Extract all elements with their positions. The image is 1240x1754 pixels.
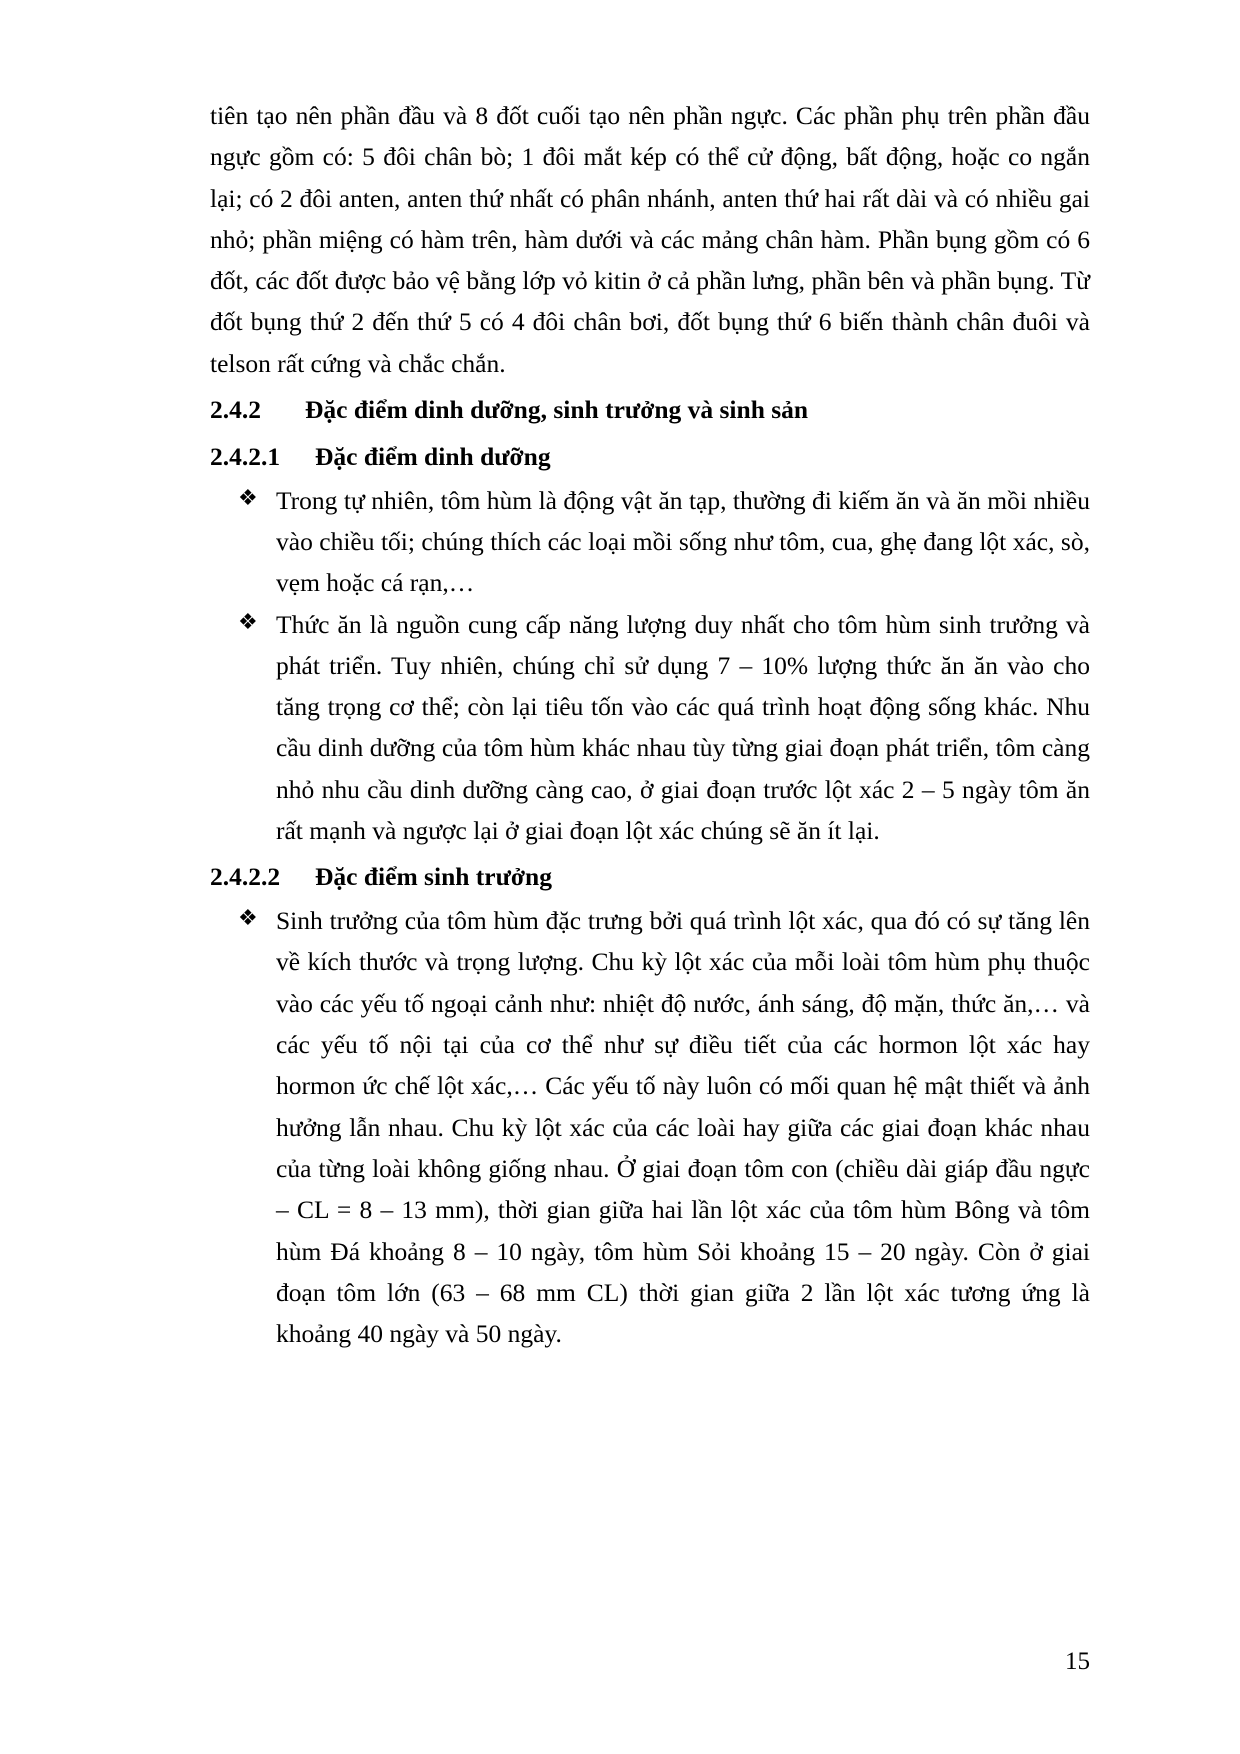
section-title: Đặc điểm dinh dưỡng [315, 441, 551, 471]
nutrition-bullet-list [210, 480, 1090, 852]
section-title: Đặc điểm sinh trưởng [315, 862, 552, 892]
list-item-text: Trong tự nhiên, tôm hùm là động vật ăn tạp, thường đi kiếm ăn và ăn mồi nhiều vào chiều tối; chúng thích các loại mồi sống như tôm, cua, ghẹ đang lột xác, sò, vẹm hoặc cá rạn,… [276, 485, 1090, 598]
section-number: 2.4.2 [210, 395, 261, 425]
section-number: 2.4.2.2 [210, 862, 281, 892]
page-number: 15 [1065, 1648, 1090, 1675]
diamond-bullet-icon: ❖ [238, 608, 258, 634]
page-content [210, 95, 1090, 1354]
list-item [210, 900, 1090, 1354]
section-heading-2-4-2 [210, 390, 1090, 431]
list-item-text: Thức ăn là nguồn cung cấp năng lượng duy nhất cho tôm hùm sinh trưởng và phát triển. Tuy nhiên, chúng chỉ sử dụng 7 – 10% lượng thức ăn ăn vào cho tăng trọng cơ thể; còn lại tiêu tốn vào các quá trình hoạt động sống khác. Nhu cầu dinh dưỡng của tôm hùm khác nhau tùy từng giai đoạn phát triển, tôm càng nhỏ nhu cầu dinh dưỡng càng cao, ở giai đoạn trước lột xác 2 – 5 ngày tôm ăn rất mạnh và ngược lại ở giai đoạn lột xác chúng sẽ ăn ít lại. [276, 609, 1090, 846]
growth-bullet-list [210, 900, 1090, 1354]
section-number: 2.4.2.1 [210, 441, 281, 471]
section-heading-2-4-2-2 [210, 857, 1090, 898]
list-item [210, 480, 1090, 604]
list-item-text: Sinh trưởng của tôm hùm đặc trưng bởi quá trình lột xác, qua đó có sự tăng lên về kích thước và trọng lượng. Chu kỳ lột xác của mỗi loài tôm hùm phụ thuộc vào các yếu tố ngoại cảnh như: nhiệt độ nước, ánh sáng, độ mặn, thức ăn,… và các yếu tố nội tại của cơ thể như sự điều tiết của các hormon lột xác hay hormon ức chế lột xác,… Các yếu tố này luôn có mối quan hệ mật thiết và ảnh hưởng lẫn nhau. Chu kỳ lột xác của các loài hay giữa các giai đoạn khác nhau của từng loài không giống nhau. Ở giai đoạn tôm con (chiều dài giáp đầu ngực – CL = 8 – 13 mm), thời gian giữa hai lần lột xác của tôm hùm Bông và tôm hùm Đá khoảng 8 – 10 ngày, tôm hùm Sỏi khoảng 15 – 20 ngày. Còn ở giai đoạn tôm lớn (63 – 68 mm CL) thời gian giữa 2 lần lột xác tương ứng là khoảng 40 ngày và 50 ngày. [276, 906, 1090, 1349]
diamond-bullet-icon: ❖ [238, 905, 258, 931]
section-heading-2-4-2-1 [210, 437, 1090, 478]
section-title: Đặc điểm dinh dưỡng, sinh trưởng và sinh sản [305, 395, 809, 425]
list-item [210, 604, 1090, 852]
intro-paragraph: tiên tạo nên phần đầu và 8 đốt cuối tạo nên phần ngực. Các phần phụ trên phần đầu ngực gồm có: 5 đôi chân bò; 1 đôi mắt kép có thể cử động, bất động, hoặc co ngắn lại; có 2 đôi anten, anten thứ nhất có phân nhánh, anten thứ hai rất dài và có nhiều gai nhỏ; phần miệng có hàm trên, hàm dưới và các mảng chân hàm. Phần bụng gồm có 6 đốt, các đốt được bảo vệ bằng lớp vỏ kitin ở cả phần lưng, phần bên và phần bụng. Từ đốt bụng thứ 2 đến thứ 5 có 4 đôi chân bơi, đốt bụng thứ 6 biến thành chân đuôi và telson rất cứng và chắc chắn. [210, 101, 1090, 378]
diamond-bullet-icon: ❖ [238, 484, 258, 510]
